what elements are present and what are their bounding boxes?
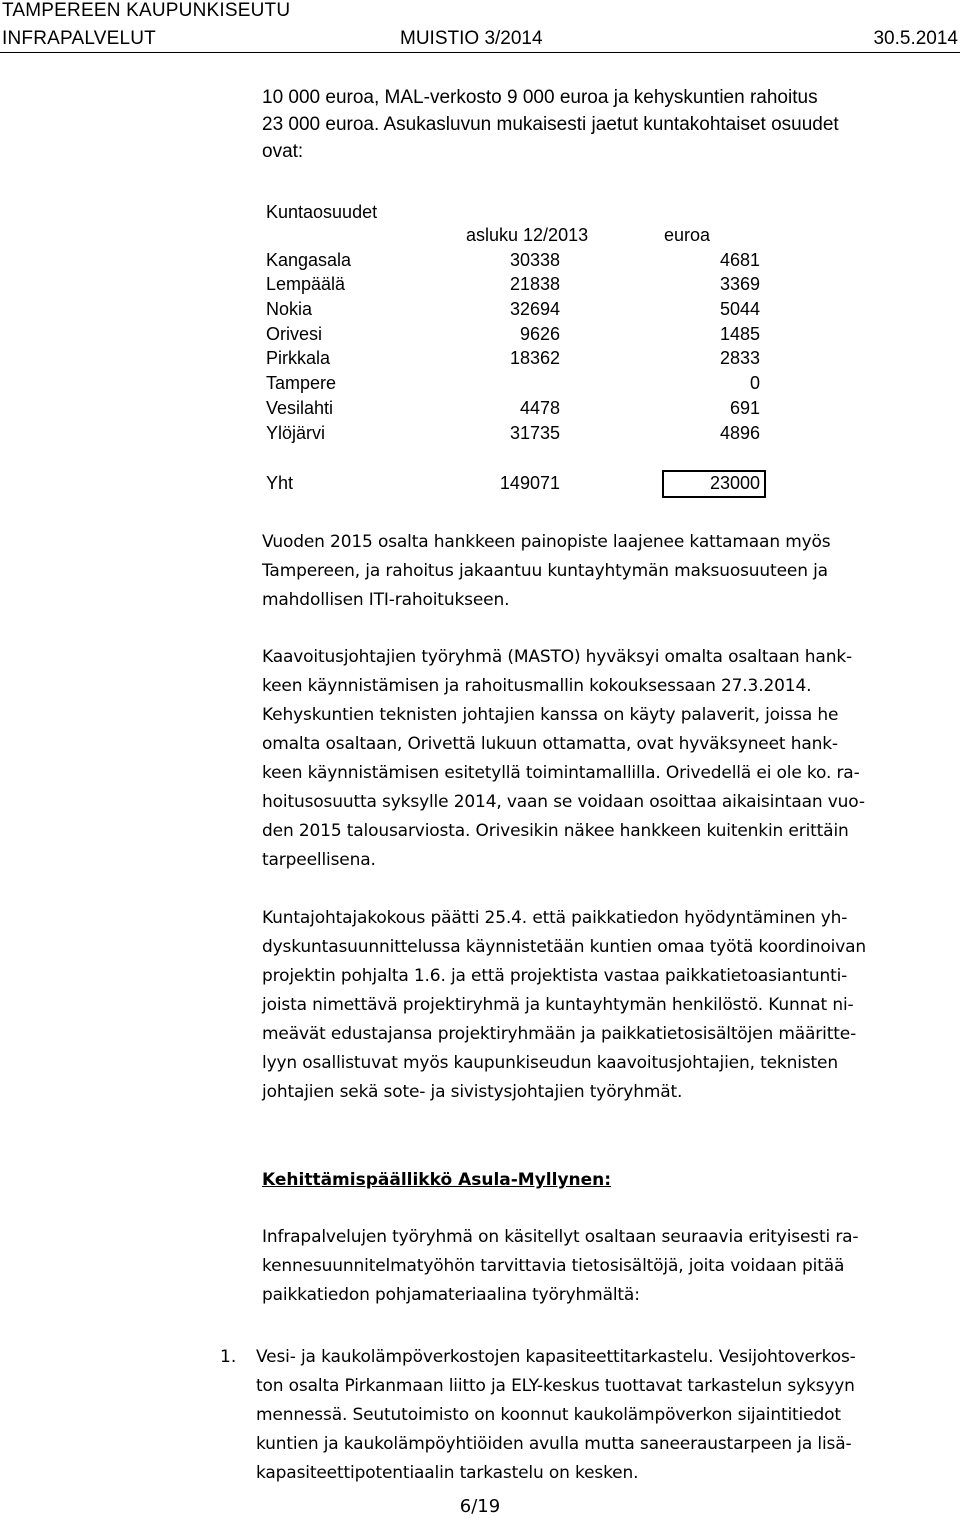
text-line: lyyn osallistuvat myös kaupunkiseudun kaavoitusjohtajien, teknisten [262, 1053, 838, 1073]
memo-date: 30.5.2014 [873, 28, 958, 49]
cell-euros: 3369 [719, 274, 760, 295]
paragraph-mayors-meeting [262, 904, 952, 1107]
total-euros: 23000 [709, 473, 760, 493]
cell-population: 9626 [519, 323, 560, 344]
cell-municipality: Vesilahti [266, 397, 334, 418]
text-line: dyskuntasuunnittelussa käynnistetään kuntien omaa työtä koordinoivan [262, 937, 867, 957]
total-population: 149071 [499, 473, 560, 493]
paragraph-masto-approval [262, 643, 952, 875]
table-row [266, 321, 766, 346]
text-line: tarpeellisena. [262, 850, 376, 870]
cell-euros: 1485 [719, 323, 760, 344]
text-line: Kehyskuntien teknisten johtajien kanssa on käyty palaverit, joissa he [262, 705, 839, 725]
table-total-row [266, 470, 766, 496]
municipal-share-table [266, 222, 766, 444]
text-line: hoitusosuutta syksylle 2014, vaan se voidaan osoittaa aikaisintaan vuo- [262, 792, 865, 812]
table-row [266, 345, 766, 370]
total-label: Yht [266, 473, 294, 493]
cell-municipality: Orivesi [266, 323, 323, 344]
text-line: Tampereen, ja rahoitus jakaantuu kuntayhtymän maksuosuuteen ja [262, 561, 828, 581]
text-line: kapasiteettipotentiaalin tarkastelu on kesken. [256, 1463, 639, 1483]
cell-population: 4478 [519, 397, 560, 418]
table-row [266, 370, 766, 395]
intro-line: 23 000 euroa. Asukasluvun mukaisesti jaetut kuntakohtaiset osuudet [262, 114, 839, 135]
text-line: den 2015 talousarviosta. Orivesikin näkee hankkeen kuitenkin erittäin [262, 821, 849, 841]
cell-euros: 0 [749, 373, 760, 394]
text-line: keen käynnistämisen esitetyllä toimintamallilla. Orivedellä ei ole ko. ra- [262, 763, 860, 783]
table-row [266, 420, 766, 445]
table-row [266, 247, 766, 272]
cell-population: 32694 [509, 299, 560, 320]
org-name: TAMPEREEN KAUPUNKISEUTU [2, 0, 291, 21]
cell-euros: 4896 [719, 422, 760, 443]
text-line: ton osalta Pirkanmaan liitto ja ELY-keskus tuottavat tarkastelun syksyyn [256, 1376, 855, 1396]
col-header-euros: euroa [664, 225, 711, 245]
table-header-row [266, 222, 766, 247]
text-line: mahdollisen ITI-rahoitukseen. [262, 590, 510, 610]
text-line: kuntien ja kaukolämpöyhtiöiden avulla mutta saneeraustarpeen ja lisä- [256, 1434, 852, 1454]
text-line: Vuoden 2015 osalta hankkeen painopiste laajenee kattamaan myös [262, 532, 831, 552]
text-line: kennesuunnitelmatyöhön tarvittavia tietosisältöjä, joita voidaan pitää [262, 1256, 845, 1276]
cell-population: 30338 [509, 249, 560, 270]
table-row [266, 395, 766, 420]
text-line: Kuntajohtajakokous päätti 25.4. että paikkatiedon hyödyntäminen yh- [262, 908, 848, 928]
header-rule [0, 52, 960, 53]
cell-municipality: Pirkkala [266, 348, 331, 369]
text-line: joista nimettävä projektiryhmä ja kuntayhtymän henkilöstö. Kunnat ni- [262, 995, 854, 1015]
cell-municipality: Lempäälä [266, 274, 346, 295]
cell-euros: 4681 [719, 249, 760, 270]
cell-municipality: Ylöjärvi [266, 422, 326, 443]
cell-municipality: Tampere [266, 373, 337, 394]
text-line: mennessä. Seututoimisto on koonnut kaukolämpöverkon sijaintitiedot [256, 1405, 841, 1425]
table-row [266, 296, 766, 321]
intro-paragraph [262, 84, 942, 165]
page-header [0, 0, 960, 52]
text-line: omalta osaltaan, Orivettä lukuun ottamatta, ovat hyväksyneet hank- [262, 734, 838, 754]
table-title: Kuntaosuudet [266, 202, 378, 222]
cell-euros: 5044 [719, 299, 760, 320]
memo-number: MUISTIO 3/2014 [400, 28, 543, 49]
col-header-population: asluku 12/2013 [466, 225, 589, 245]
table-row [266, 271, 766, 296]
paragraph-2015-funding [262, 528, 952, 615]
cell-municipality: Kangasala [266, 249, 352, 270]
section-heading: Kehittämispäällikkö Asula-Myllynen: [262, 1170, 612, 1190]
cell-population: 31735 [509, 422, 560, 443]
text-line: projektin pohjalta 1.6. ja että projektista vastaa paikkatietoasiantunti- [262, 966, 848, 986]
cell-population: 18362 [509, 348, 560, 369]
text-line: Infrapalvelujen työryhmä on käsitellyt osaltaan seuraavia erityisesti ra- [262, 1227, 859, 1247]
text-line: paikkatiedon pohjamateriaalina työryhmältä: [262, 1285, 640, 1305]
intro-line: ovat: [262, 141, 304, 162]
total-euros-box [662, 470, 766, 498]
cell-euros: 691 [729, 397, 760, 418]
text-line: Vesi- ja kaukolämpöverkostojen kapasiteettitarkastelu. Vesijohtoverkos- [256, 1347, 856, 1367]
text-line: meävät edustajansa projektiryhmään ja paikkatietosisältöjen määritte- [262, 1024, 857, 1044]
text-line: johtajien sekä sote- ja sivistysjohtajien työryhmät. [262, 1082, 683, 1102]
paragraph-infra-group [262, 1223, 952, 1310]
intro-line: 10 000 euroa, MAL-verkosto 9 000 euroa ja kehyskuntien rahoitus [262, 87, 818, 108]
text-line: Kaavoitusjohtajien työryhmä (MASTO) hyväksyi omalta osaltaan hank- [262, 647, 852, 667]
list-item [256, 1343, 956, 1488]
cell-population: 21838 [509, 274, 560, 295]
unit-name: INFRAPALVELUT [2, 28, 156, 49]
text-line: keen käynnistämisen ja rahoitusmallin kokouksessaan 27.3.2014. [262, 676, 812, 696]
page-number: 6/19 [459, 1496, 501, 1517]
cell-municipality: Nokia [266, 299, 313, 320]
cell-euros: 2833 [719, 348, 760, 369]
list-item-number: 1. [220, 1347, 237, 1367]
